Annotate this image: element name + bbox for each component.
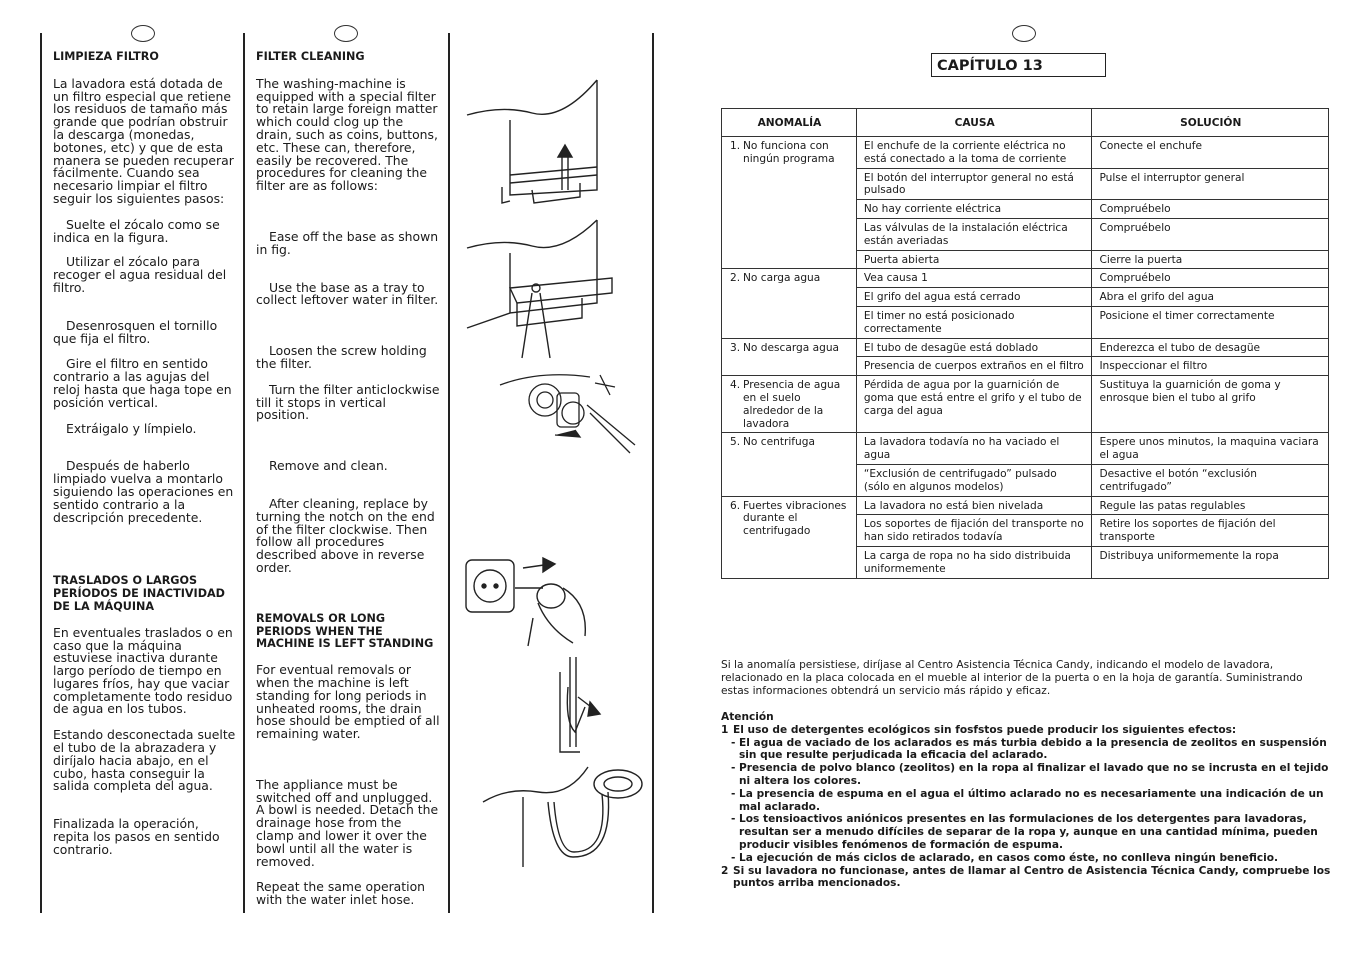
illustration-bowl-drain xyxy=(478,762,648,872)
step-text: Remove and clean. xyxy=(269,458,388,474)
attention-title: Atención xyxy=(721,711,774,723)
cause-cell: Los soportes de fijación del transporte no han sido retirados todavía xyxy=(856,515,1092,547)
paragraph: For eventual removals or when the machine is left standing for long periods in unheated rooms, the drain hose should be emptied of all remaining water. xyxy=(256,662,440,742)
language-marker-right xyxy=(1012,25,1036,42)
column-divider-1 xyxy=(40,33,42,913)
cause-cell: Vea causa 1 xyxy=(856,269,1092,288)
item-number: 1 xyxy=(721,723,729,736)
cause-cell: El botón del interruptor general no está pulsado xyxy=(856,168,1092,200)
solution-cell: Cierre la puerta xyxy=(1092,250,1329,269)
step-text: Turn the filter anticlockwise till it stops in vertical position. xyxy=(256,381,440,423)
cause-cell: No hay corriente eléctrica xyxy=(856,200,1092,219)
anomaly-text: Fuertes vibraciones durante el centrifugado xyxy=(743,499,847,538)
illustration-base-removal xyxy=(462,75,612,210)
item-number: 2 xyxy=(721,864,729,877)
attention-section xyxy=(721,711,1331,890)
subitem-text: El agua de vaciado de los aclarados es más turbia debido a la presencia de zeolitos en suspensión sin que resulte perjudicada la eficacia del aclarado. xyxy=(739,736,1327,762)
step-text: Ease off the base as shown in fig. xyxy=(256,228,439,257)
cause-cell: Pérdida de agua por la guarnición de goma que está entre el grifo y el tubo de carga del agua xyxy=(856,376,1092,433)
anomaly-text: No funciona con ningún programa xyxy=(743,140,835,165)
column-english xyxy=(256,51,441,907)
item-text: El uso de detergentes ecológicos sin fosfstos puede producir los siguientes efectos: xyxy=(733,723,1237,736)
solution-cell: Distribuya uniformemente la ropa xyxy=(1092,546,1329,578)
paragraph: Finalizada la operación, repita los pasos en sentido contrario. xyxy=(53,816,220,857)
page-divider xyxy=(652,33,654,913)
step-text: Suelte el zócalo como se indica en la figura. xyxy=(53,216,220,245)
solution-cell: Espere unos minutos, la maquina vaciara el agua xyxy=(1092,433,1329,465)
attention-subitem xyxy=(721,737,1331,763)
header-cause: CAUSA xyxy=(856,109,1092,137)
cause-cell: La lavadora no está bien nivelada xyxy=(856,496,1092,515)
solution-cell: Conecte el enchufe xyxy=(1092,137,1329,169)
dash: - xyxy=(731,813,736,826)
paragraph: La lavadora está dotada de un filtro especial que retiene los residuos de tamaño más grande que podrían obstruir la descarga (monedas, botones, etc) y que de esta manera se pueden recuperar fácilmente. Cuando sea necesario limpiar el filtro seguir los siguientes pasos: xyxy=(53,75,234,206)
subitem-text: La presencia de espuma en el agua el último aclarado no es necesariamente una indicación de un mal aclarado. xyxy=(739,787,1324,813)
table-row xyxy=(722,496,1329,515)
section-title: LIMPIEZA FILTRO xyxy=(53,50,159,63)
dash: - xyxy=(731,736,736,749)
subitem-text: Presencia de polvo blanco (zeolitos) en la ropa al finalizar el lavado que no se incrusta en el tejido ni altera los colores. xyxy=(739,762,1329,787)
header-solution: SOLUCIÓN xyxy=(1092,109,1329,137)
column-spanish xyxy=(53,51,238,857)
anomaly-text: Presencia de agua en el suelo alrededor de la lavadora xyxy=(743,379,841,430)
table-row xyxy=(722,376,1329,433)
illustration-base-tray xyxy=(462,218,617,363)
anomaly-text: No descarga agua xyxy=(743,341,840,354)
table-header-row xyxy=(722,109,1329,137)
section-title: REMOVALS OR LONG PERIODS WHEN THE MACHINE IS LEFT STANDING xyxy=(256,611,434,651)
solution-cell: Desactive el botón “exclusión centrifugado” xyxy=(1092,464,1329,496)
chapter-title: CAPÍTULO 13 xyxy=(931,53,1106,77)
table-row xyxy=(722,269,1329,288)
step-text: Extráigalo y límpielo. xyxy=(66,420,197,436)
language-marker-en xyxy=(334,25,358,42)
anomaly-number: 6. xyxy=(730,499,741,512)
cause-cell: La lavadora todavía no ha vaciado el agua xyxy=(856,433,1092,465)
anomaly-text: No centrifuga xyxy=(743,436,815,449)
paragraph: Repeat the same operation with the water inlet hose. xyxy=(256,879,425,908)
cause-cell: Las válvulas de la instalación eléctrica están averiadas xyxy=(856,218,1092,250)
cause-cell: La carga de ropa no ha sido distribuida uniformemente xyxy=(856,546,1092,578)
paragraph: En eventuales traslados o en caso que la máquina estuviese inactiva durante largo período de tiempo en lugares fríos, hay que vaciar completamente todo residuo de agua en los tubos. xyxy=(53,624,233,717)
step-text: Use the base as a tray to collect leftover water in filter. xyxy=(256,279,439,308)
anomaly-cell xyxy=(722,137,857,269)
solution-cell: Enderezca el tubo de desagüe xyxy=(1092,338,1329,357)
solution-cell: Posicione el timer correctamente xyxy=(1092,306,1329,338)
dash: - xyxy=(731,762,736,775)
illustration-filter-unscrew xyxy=(495,365,645,460)
attention-subitem xyxy=(721,852,1331,865)
solution-cell: Pulse el interruptor general xyxy=(1092,168,1329,200)
table-row xyxy=(722,433,1329,465)
language-marker-es xyxy=(131,25,155,42)
step-text: Gire el filtro en sentido contrario a las agujas del reloj hasta que haga tope en posición vertical. xyxy=(53,356,232,410)
item-text: Si su lavadora no funcionase, antes de llamar al Centro de Asistencia Técnica Candy, compruebe los puntos arriba mencionados. xyxy=(733,864,1331,890)
attention-item xyxy=(721,865,1331,891)
anomaly-number: 3. xyxy=(730,341,741,354)
step-text: After cleaning, replace by turning the notch on the end of the filter clockwise. Then follow all procedures described above in reverse order. xyxy=(256,495,435,575)
paragraph: The appliance must be switched off and unplugged. A bowl is needed. Detach the drainage hose from the clamp and lower it over the bowl until all the water is removed. xyxy=(256,776,439,869)
anomaly-cell xyxy=(722,433,857,496)
column-divider-2 xyxy=(243,33,245,913)
anomaly-cell xyxy=(722,338,857,376)
troubleshooting-table xyxy=(721,108,1329,579)
section-title: FILTER CLEANING xyxy=(256,50,365,63)
cause-cell: Presencia de cuerpos extraños en el filtro xyxy=(856,357,1092,376)
cause-cell: Puerta abierta xyxy=(856,250,1092,269)
solution-cell: Inspeccionar el filtro xyxy=(1092,357,1329,376)
anomaly-number: 4. xyxy=(730,379,741,392)
dash: - xyxy=(731,787,736,800)
step-text: Desenrosquen el tornillo que fija el filtro. xyxy=(53,317,218,346)
illustration-drain-hose xyxy=(540,652,625,757)
illustration-unplug xyxy=(463,548,598,648)
column-divider-3 xyxy=(448,33,450,913)
header-anomaly: ANOMALÍA xyxy=(722,109,857,137)
section-title: TRASLADOS O LARGOS PERÍODOS DE INACTIVIDAD DE LA MÁQUINA xyxy=(53,574,225,613)
paragraph: Estando desconectada suelte el tubo de la abrazadera y diríjalo hacia abajo, en el cubo, hasta conseguir la salida completa del agua. xyxy=(53,727,236,794)
attention-subitem xyxy=(721,788,1331,814)
cause-cell: El timer no está posicionado correctamente xyxy=(856,306,1092,338)
step-text: Utilizar el zócalo para recoger el agua residual del filtro. xyxy=(53,254,227,295)
paragraph: The washing-machine is equipped with a special filter to retain large foreign matter which could clog up the drain, such as coins, buttons, etc. These can, therefore, easily be recovered. The procedures for cleaning the filter are as follows: xyxy=(256,75,438,194)
anomaly-cell xyxy=(722,376,857,433)
solution-cell: Sustituya la guarnición de goma y enrosque bien el tubo al grifo xyxy=(1092,376,1329,433)
table-row xyxy=(722,338,1329,357)
cause-cell: El grifo del agua está cerrado xyxy=(856,288,1092,307)
step-text: Después de haberlo limpiado vuelva a montarlo siguiendo las operaciones en sentido contrario a la descripción precedente. xyxy=(53,458,234,525)
solution-cell: Retire los soportes de fijación del transporte xyxy=(1092,515,1329,547)
subitem-text: La ejecución de más ciclos de aclarado, en casos como éste, no conlleva ningún beneficio. xyxy=(739,851,1279,864)
solution-cell: Regule las patas regulables xyxy=(1092,496,1329,515)
solution-cell: Compruébelo xyxy=(1092,218,1329,250)
cause-cell: El tubo de desagüe está doblado xyxy=(856,338,1092,357)
attention-subitem xyxy=(721,762,1331,788)
solution-cell: Abra el grifo del agua xyxy=(1092,288,1329,307)
solution-cell: Compruébelo xyxy=(1092,269,1329,288)
anomaly-cell xyxy=(722,496,857,578)
anomaly-number: 1. xyxy=(730,140,741,152)
anomaly-text: No carga agua xyxy=(743,272,821,285)
solution-cell: Compruébelo xyxy=(1092,200,1329,219)
anomaly-number: 5. xyxy=(730,436,741,449)
cause-cell: El enchufe de la corriente eléctrica no está conectado a la toma de corriente xyxy=(856,137,1092,169)
anomaly-number: 2. xyxy=(730,272,741,285)
subitem-text: Los tensioactivos aniónicos presentes en las formulaciones de los detergentes para lavadoras, resultan ser a menudo difíciles de separar de la ropa y, aunque en una cantidad mínima, pueden producir visibles fenómenos de formación de espuma. xyxy=(739,813,1318,851)
persistence-note: Si la anomalía persistiese, diríjase al Centro Asistencia Técnica Candy, indicando el modelo de lavadora, relacionado en la placa colocada en el mueble al interior de la puerta o en la hoja de garantía. Suministrando estas informaciones obtendrá un servicio más rápido y eficaz. xyxy=(721,659,1303,697)
table-row xyxy=(722,137,1329,169)
anomaly-cell xyxy=(722,269,857,338)
cause-cell: “Exclusión de centrifugado” pulsado (sólo en algunos modelos) xyxy=(856,464,1092,496)
attention-item xyxy=(721,724,1331,737)
step-text: Loosen the screw holding the filter. xyxy=(256,343,427,371)
dash: - xyxy=(731,851,736,864)
attention-subitem xyxy=(721,813,1331,851)
